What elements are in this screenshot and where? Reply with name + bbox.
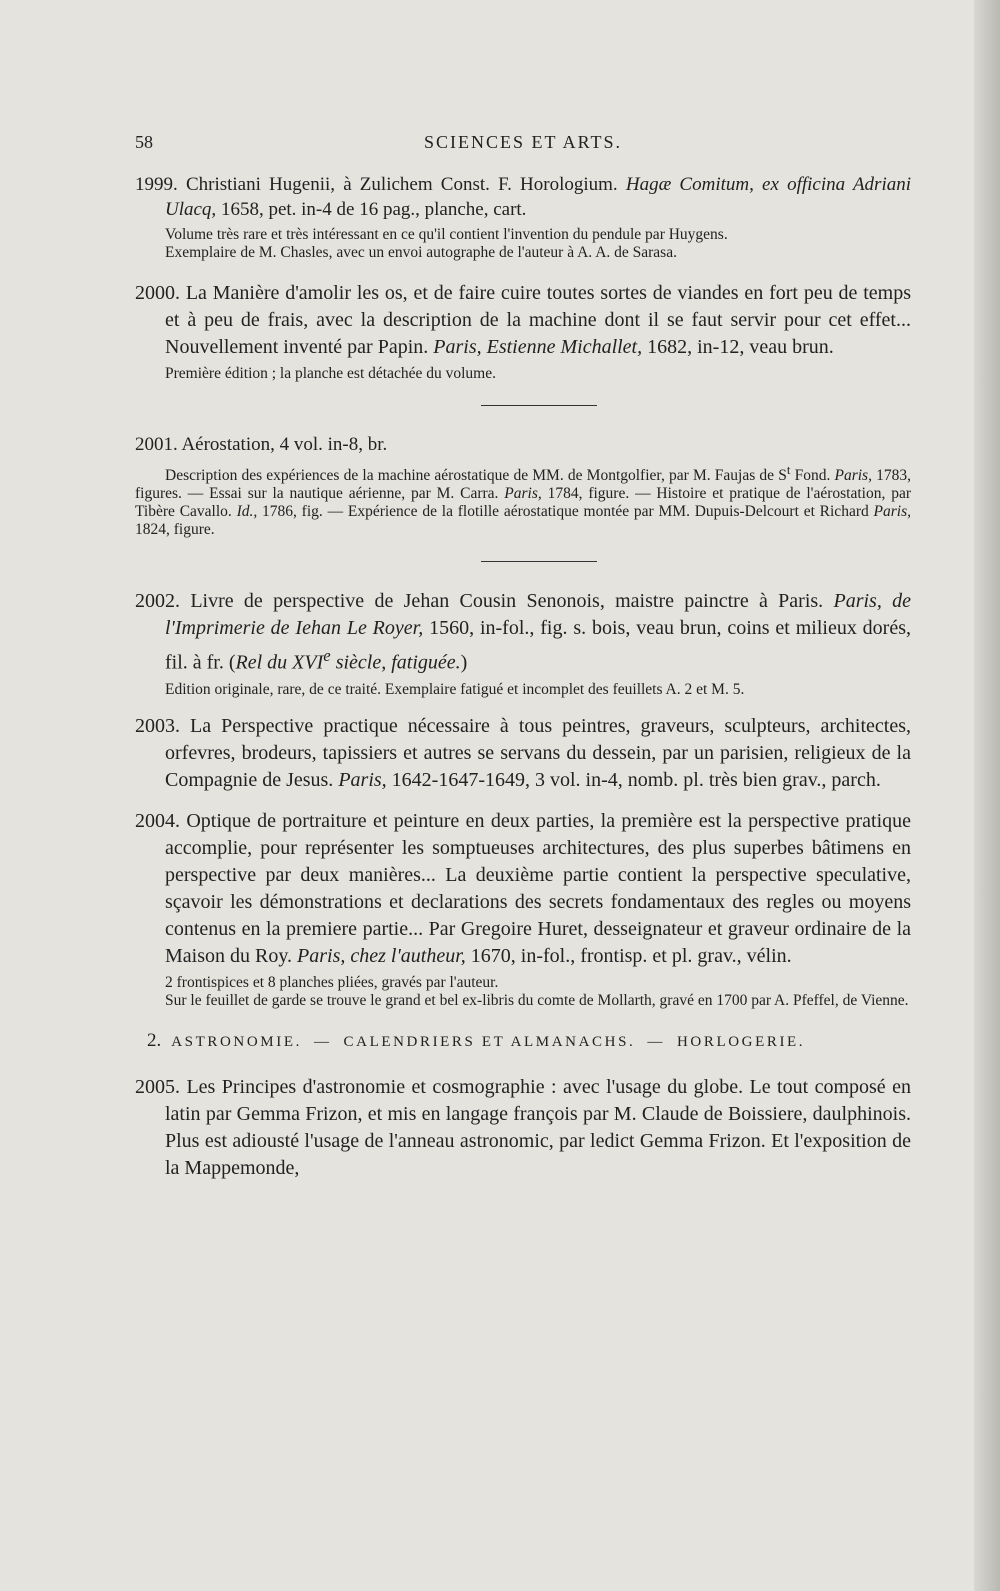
entry-title: 2001. Aérostation, 4 vol. in-8, br. xyxy=(135,434,388,455)
running-title: SCIENCES ET ARTS. xyxy=(423,132,623,152)
entry-notes xyxy=(135,365,911,383)
entry-number: 2005. xyxy=(135,1075,180,1098)
catalogue-entry-2002 xyxy=(135,588,911,699)
separator-rule xyxy=(481,405,597,406)
page-header xyxy=(135,132,911,156)
entry-note: Exemplaire de M. Chasles, avec un envoi autographe de l'auteur à A. A. de Sarasa. xyxy=(165,244,677,261)
catalogue-entry-2003 xyxy=(135,713,911,794)
section-number: 2. xyxy=(147,1029,162,1051)
entry-title: 2005. Les Principes d'astronomie et cosmographie : avec l'usage du globe. Le tout composé en latin par Gemma Frizon, et mis en langage françois par M. Claude de Boissiere, daulphinois. Plus est adiousté l'usage de l'anneau astronomic, par ledict Gemma Frizon. Et l'exposition de la Mappemonde, xyxy=(135,1075,911,1179)
page-number: 58 xyxy=(135,132,153,152)
entry-title: 2000. La Manière d'amolir les os, et de faire cuire toutes sortes de viandes en fort peu de temps et à peu de frais, avec la description de la machine dont il se faut servir pour cet effet... Nouvellement inventé par Papin. Paris, Estienne Michallet, 1682, in-12, veau brun. xyxy=(135,282,911,358)
entry-notes xyxy=(135,974,911,1010)
entry-title: 2002. Livre de perspective de Jehan Cousin Senonois, maistre painctre à Paris. Paris, de l'Imprimerie de Iehan Le Royer, 1560, in-fol., fig. s. bois, veau brun, coins et milieux dorés, fil. à fr. (Rel du XVIe siècle, fatiguée.) xyxy=(135,590,912,674)
entry-note: Description des expériences de la machine aérostatique de MM. de Montgolfier, par M. Faujas de $S^t$ Fond. Paris, 1783, figures. — Essai sur la nautique aérienne, par M. Carra. Paris, 1784, figure. — Histoire et pratique de l'aérostation, par Tibère Cavallo. Id., 1786, fig. — Expérience de la flotille aérostatique montée par MM. Dupuis-Delcourt et Richard Paris, 1824, figure. xyxy=(135,462,911,539)
entry-note: 2 frontispices et 8 planches pliées, gravés par l'auteur. xyxy=(165,973,499,991)
entry-notes xyxy=(135,226,911,262)
page-edge-shadow xyxy=(974,0,1000,1591)
entry-note: Sur le feuillet de garde se trouve le grand et bel ex-libris du comte de Mollarth, gravé en 1700 par A. Pfeffel, de Vienne. xyxy=(165,991,909,1009)
section-heading: 2. ASTRONOMIE. — CALENDRIERS ET ALMANACHS. — HORLOGERIE. xyxy=(147,1029,806,1051)
entry-number: 2002. xyxy=(135,590,180,613)
entry-number: 2000. xyxy=(135,282,180,304)
entry-notes xyxy=(135,681,911,699)
catalogue-entry-2000 xyxy=(135,280,911,383)
catalogue-entry-2001 xyxy=(135,432,911,539)
entry-title: 2003. La Perspective practique nécessaire à tous peintres, graveurs, sculpteurs, architectes, orfevres, brodeurs, tapissiers et autres se servans du dessein, par un parisien, religieux de la Compagnie de Jesus. Paris, 1642-1647-1649, 3 vol. in-4, nomb. pl. très bien grav., parch. xyxy=(135,714,911,791)
entry-number: 2003. xyxy=(135,714,180,737)
separator-rule xyxy=(481,561,597,562)
catalogue-body xyxy=(135,172,911,1196)
entry-note: Première édition ; la planche est détachée du volume. xyxy=(165,365,496,382)
entry-title: 1999. Christiani Hugenii, à Zulichem Const. F. Horologium. Hagæ Comitum, ex officina Adriani Ulacq, 1658, pet. in-4 de 16 pag., planche, cart. xyxy=(135,174,912,220)
entry-title: 2004. Optique de portraiture et peinture en deux parties, la première est la perspective pratique accomplie, pour représenter les somptueuses architectures, des plus superbes bâtimens en perspective par deux manières... La deuxième partie contient la perspective speculative, sçavoir les démonstrations et declarations des secrets fondamentaux des regles ou moyens contenus en la premiere partie... Par Gregoire Huret, desseignateur et graveur ordinaire de la Maison du Roy. Paris, chez l'autheur, 1670, in-fol., frontisp. et pl. grav., vélin. xyxy=(135,809,912,967)
entry-number: 2001. xyxy=(135,434,178,455)
catalogue-entry-2004 xyxy=(135,808,911,1010)
entry-notes xyxy=(135,461,911,539)
catalogue-entry-1999 xyxy=(135,172,911,262)
catalogue-entry-2005 xyxy=(135,1074,911,1182)
entry-number: 1999. xyxy=(135,174,178,195)
entry-note: Edition originale, rare, de ce traité. Exemplaire fatigué et incomplet des feuillets A. 2 et M. 5. xyxy=(165,680,745,698)
entry-note: Volume très rare et très intéressant en ce qu'il contient l'invention du pendule par Huygens. xyxy=(165,226,728,243)
entry-number: 2004. xyxy=(135,809,180,832)
